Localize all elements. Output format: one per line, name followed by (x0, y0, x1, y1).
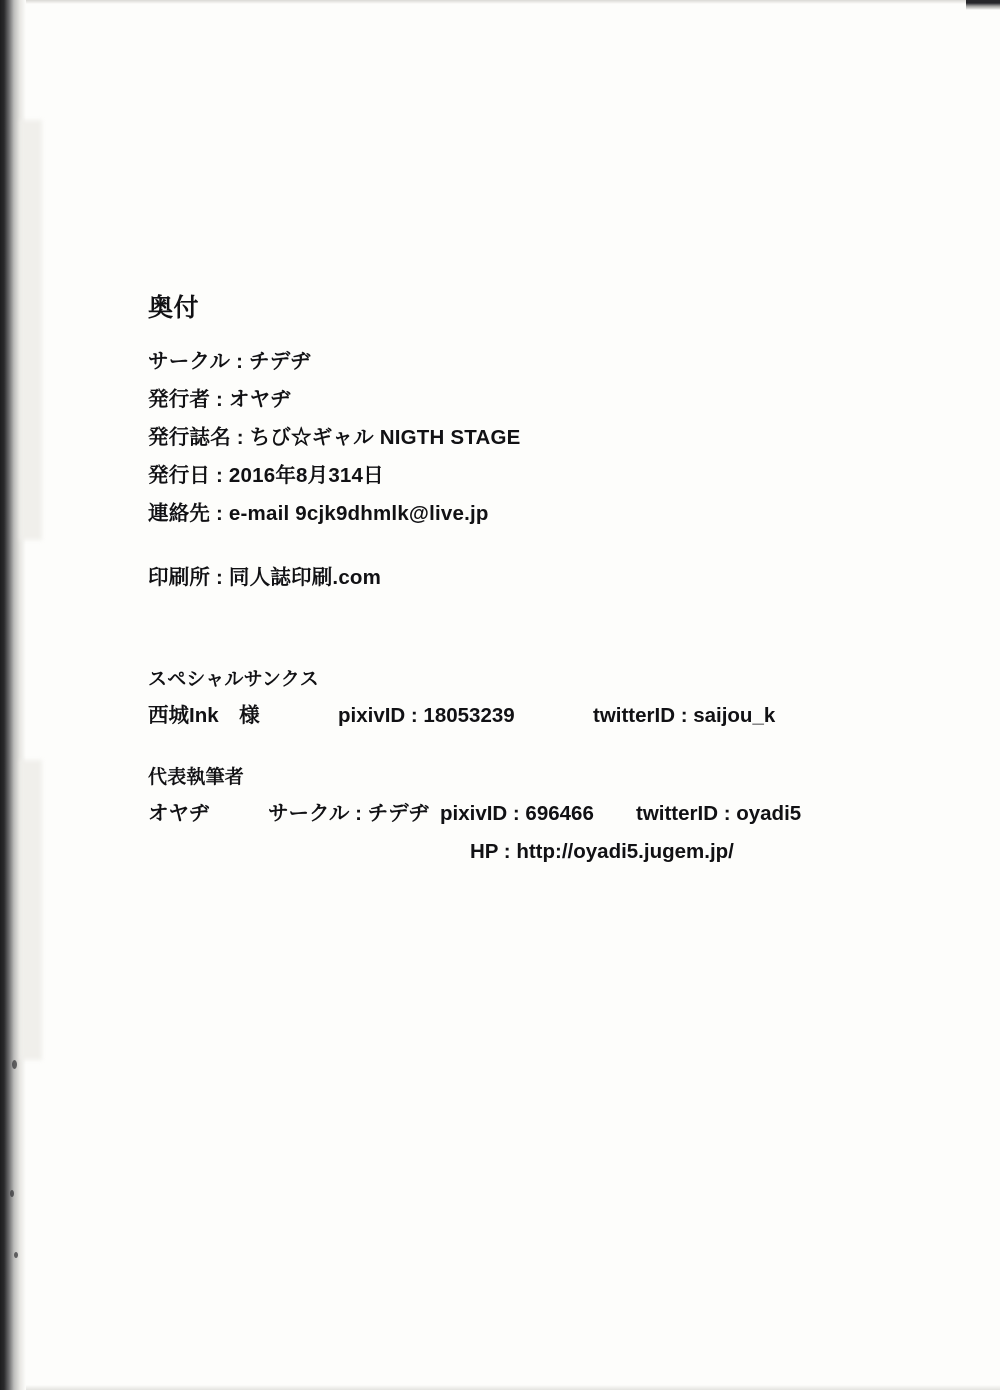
spacer (148, 735, 908, 761)
paper-fiber (20, 120, 42, 540)
info-line-circle: サークル : チデヂ (148, 350, 312, 373)
info-line-contact: 連絡先 : e-mail 9cjk9dhmlk@live.jp (148, 502, 489, 525)
paper-fiber (20, 760, 42, 1060)
special-thanks-entry (148, 697, 908, 735)
lead-author-entry (148, 795, 908, 833)
thanks-twitter-id: twitterID : saijou_k (593, 704, 776, 727)
author-circle: サークル : チデヂ (268, 802, 430, 825)
info-line-title: 発行誌名 : ちび☆ギャル NIGTH STAGE (148, 426, 521, 449)
spacer (148, 597, 908, 663)
author-twitter-id: twitterID : oyadi5 (636, 802, 802, 825)
info-line-date: 発行日 : 2016年8月314日 (148, 464, 384, 487)
info-line-publisher: 発行者 : オヤヂ (148, 388, 292, 411)
author-pixiv-id: pixivID : 696466 (440, 802, 594, 825)
special-thanks-label: スペシャルサンクス (148, 669, 319, 690)
spacer (148, 533, 908, 559)
page-bottom-edge (26, 1385, 1000, 1390)
thanks-pixiv-id: pixivID : 18053239 (338, 704, 515, 727)
thanks-name: 西城Ink 様 (148, 704, 260, 727)
page-corner-artifact (966, 0, 1000, 10)
author-homepage: HP : http://oyadi5.jugem.jp/ (470, 840, 734, 863)
page-title: 奥付 (148, 294, 200, 322)
colophon-block (148, 296, 908, 871)
author-name: オヤヂ (148, 802, 210, 825)
info-line-printer: 印刷所 : 同人誌印刷.com (148, 566, 382, 589)
page-top-edge (26, 0, 1000, 4)
lead-author-label: 代表執筆者 (148, 767, 245, 788)
